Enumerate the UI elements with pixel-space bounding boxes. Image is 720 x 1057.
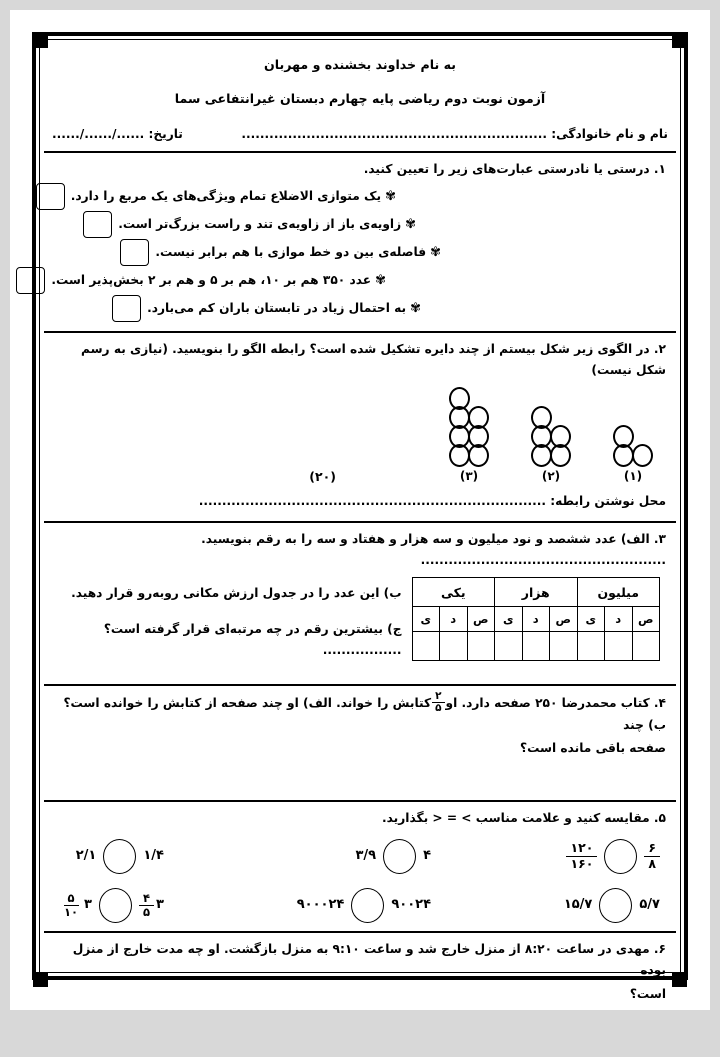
question-5-pair-r1: [564, 839, 660, 874]
place-value-sub-t-sad: ص: [550, 607, 578, 632]
question-5-comparison-grid: [54, 839, 666, 923]
question-2-answer-line[interactable]: محل نوشتن رابطه: ...........................................................................: [198, 494, 666, 509]
question-1-item-4-text: عدد ۳۵۰ هم بر ۱۰، هم بر ۵ و هم بر ۲ بخش‌پذیر است.: [51, 272, 372, 287]
question-3-part-c[interactable]: ج) بیشترین رقم در چه مرتبه‌ای قرار گرفته است؟ .................: [103, 621, 402, 658]
fraction-numerator: ۱۲۰: [566, 841, 597, 856]
question-2-pattern-figures: [54, 385, 666, 485]
place-value-group-thousands: هزار: [495, 578, 578, 607]
question-1-item-3-text: فاصله‌ی بین دو خط موازی با هم برابر نیست.: [155, 244, 427, 259]
fraction-denominator: ۵: [142, 904, 151, 919]
place-value-cell[interactable]: [550, 632, 578, 661]
exam-header: [44, 44, 676, 110]
pattern-figure-3: [450, 389, 488, 484]
question-5-section: [44, 802, 676, 933]
true-false-box-4[interactable]: [16, 267, 45, 294]
place-value-cell[interactable]: [632, 632, 660, 661]
q5-r1-operand-a: [644, 841, 660, 871]
student-identity-row: [44, 116, 676, 153]
flower-bullet-icon: ✾: [410, 300, 421, 316]
question-3-section: [44, 523, 676, 686]
place-value-sub-h-sad: ص: [632, 607, 660, 632]
question-1-item-2: [54, 211, 666, 238]
true-false-box-5[interactable]: [112, 295, 141, 322]
exam-content: [44, 44, 676, 1001]
place-value-sub-t-ye: ی: [495, 607, 523, 632]
place-value-group-millions: میلیون: [577, 578, 660, 607]
fraction-denominator: ۱۶۰: [570, 855, 594, 871]
question-5-pair-m2: [297, 888, 431, 923]
place-value-sub-o-dal: د: [440, 607, 468, 632]
mixed-fraction: [60, 892, 82, 919]
comparison-circle-r1[interactable]: [604, 839, 637, 874]
q5-l1-operand-b: ۲/۱: [75, 847, 97, 863]
fraction-denominator: ۸: [648, 855, 656, 871]
pattern-circle: [613, 444, 634, 467]
q5-m2-operand-b: ۹۰۰۰۲۴: [296, 896, 345, 912]
q5-m1-operand-a: ۴: [423, 847, 432, 863]
comparison-circle-l2[interactable]: [99, 888, 132, 923]
question-3-part-a[interactable]: ۳. الف) عدد ششصد و نود میلیون و سه هزار و هفتاد و سه را به رقم بنویسید. .....................................................: [201, 531, 666, 568]
pattern-circle: [632, 444, 653, 467]
place-value-cell[interactable]: [440, 632, 468, 661]
pattern-1-pair-row: [614, 446, 652, 465]
place-value-sub-o-ye: ی: [412, 607, 440, 632]
flower-bullet-icon: ✾: [430, 244, 441, 260]
flower-bullet-icon: ✾: [385, 188, 396, 204]
q5-m1-operand-b: ۳/۹: [355, 847, 377, 863]
pattern-2-pair-row: [532, 446, 570, 465]
question-4-section: [44, 686, 676, 802]
question-1-item-3: [54, 239, 666, 266]
fraction-numerator: ۴: [139, 892, 154, 906]
place-value-cell[interactable]: [412, 632, 440, 661]
question-2-prompt: ۲. در الگوی زیر شکل بیستم از چند دایره تشکیل شده است؟ رابطه الگو را بنویسید. (نیازی به رسم شکل نیست): [81, 341, 666, 378]
flower-bullet-icon: ✾: [375, 272, 386, 288]
question-3-parts-text: [54, 577, 402, 675]
place-value-sub-h-ye: ی: [577, 607, 605, 632]
question-6-section: [44, 933, 676, 1057]
pattern-target-label: (۲۰): [309, 468, 336, 484]
question-1-prompt: ۱. درستی یا نادرستی عبارت‌های زیر را تعیین کنید.: [363, 162, 666, 177]
q5-r2-operand-b: ۱۵/۷: [563, 896, 593, 912]
question-1-item-5: [54, 295, 666, 322]
true-false-box-2[interactable]: [83, 211, 112, 238]
flower-bullet-icon: ✾: [405, 216, 416, 232]
question-1-item-1: [54, 183, 666, 210]
pattern-3-pair-row: [450, 446, 488, 465]
exam-date-field[interactable]: تاریخ: ....../....../......: [52, 127, 183, 142]
question-1-item-1-text: یک متوازی الاضلاع تمام ویژگی‌های یک مربع را دارد.: [70, 188, 382, 203]
pattern-circle: [531, 444, 552, 467]
question-1-item-2-text: زاویه‌ی باز از زاویه‌ی تند و راست بزرگ‌تر است.: [118, 216, 402, 231]
pattern-figure-3-label: (۳): [459, 469, 479, 484]
q5-r2-operand-a: ۵/۷: [639, 896, 660, 912]
pattern-figure-1-label: (۱): [623, 469, 643, 484]
question-5-pair-l1: [60, 839, 164, 874]
question-1-item-4: [51, 267, 666, 294]
place-value-group-ones: یکی: [412, 578, 495, 607]
pattern-circle: [468, 444, 489, 467]
question-3-body: [54, 577, 666, 675]
q5-l2-operand-a: [139, 892, 164, 919]
place-value-sub-h-dal: د: [605, 607, 633, 632]
fraction-numerator: ۵: [64, 892, 79, 906]
place-value-cell[interactable]: [467, 632, 495, 661]
comparison-circle-r2[interactable]: [599, 888, 632, 923]
q5-r1-operand-b: [566, 841, 597, 871]
fraction-denominator: ۱۰: [64, 904, 79, 919]
exam-title: آزمون نوبت دوم ریاضی پایه چهارم دبستان غیرانتفاعی سما: [174, 91, 546, 107]
place-value-sub-o-sad: ص: [467, 607, 495, 632]
question-4-line-2: صفحه باقی مانده است؟: [520, 740, 666, 755]
question-3-part-b: ب) این عدد را در جدول ارزش مکانی روبه‌رو قرار دهید.: [71, 586, 402, 601]
student-name-field[interactable]: نام و نام خانوادگی: ..................................................................: [241, 127, 668, 142]
pattern-circle: [449, 444, 470, 467]
pattern-figure-2-label: (۲): [541, 469, 561, 484]
true-false-box-1[interactable]: [36, 183, 65, 210]
question-1-section: [44, 153, 676, 332]
comparison-circle-m2[interactable]: [351, 888, 384, 923]
question-5-prompt: ۵. مقایسه کنید و علامت مناسب > = < بگذارید.: [382, 810, 666, 825]
question-2-section: [44, 333, 676, 523]
question-4-text-a: ۴. کتاب محمدرضا ۲۵۰ صفحه دارد. او: [445, 695, 666, 710]
place-value-cell[interactable]: [577, 632, 605, 661]
question-5-column-middle: [297, 839, 431, 923]
fraction-denominator: ۵: [435, 701, 442, 714]
question-5-pair-r2: [564, 888, 660, 923]
question-6-line-1: ۶. مهدی در ساعت ۸:۲۰ از منزل خارج شد و ساعت ۹:۱۰ به منزل بازگشت. او چه مدت خارج از منزل بوده: [72, 941, 666, 978]
q5-m2-operand-a: ۹۰۰۲۴: [391, 896, 432, 912]
place-value-table: [412, 577, 661, 661]
place-value-cell[interactable]: [495, 632, 523, 661]
question-5-column-left: [60, 839, 164, 923]
mixed-whole: ۳: [156, 896, 164, 912]
bismillah-line: به نام خداوند بخشنده و مهربان: [264, 57, 456, 72]
question-6-line-2: است؟: [629, 986, 666, 1001]
question-4-fraction: [432, 691, 444, 714]
question-1-items: [51, 183, 666, 322]
fraction-numerator: ۶: [644, 841, 660, 856]
place-value-group-header-row: [412, 578, 660, 607]
comparison-circle-l1[interactable]: [103, 839, 136, 874]
question-4-text-b: کتابش را خواند. الف) او چند صفحه از کتابش را خوانده است؟ ب) چند: [63, 695, 666, 732]
q5-l2-operand-b: [60, 892, 92, 919]
mixed-fraction: [139, 892, 154, 919]
pattern-circle: [550, 444, 571, 467]
exam-page: [10, 10, 710, 1010]
place-value-entry-row: [412, 632, 660, 661]
question-5-pair-m1: [297, 839, 431, 874]
place-value-cell[interactable]: [605, 632, 633, 661]
place-value-sub-t-dal: د: [522, 607, 550, 632]
pattern-figure-2: [532, 408, 570, 484]
mixed-whole: ۳: [84, 896, 92, 912]
comparison-circle-m1[interactable]: [383, 839, 416, 874]
q5-l1-operand-a: ۱/۴: [143, 847, 164, 863]
question-1-item-5-text: به احتمال زیاد در تابستان باران کم می‌بارد.: [147, 300, 407, 315]
fraction-numerator: ۲: [432, 691, 444, 703]
true-false-box-3[interactable]: [120, 239, 149, 266]
place-value-subheader-row: [412, 607, 660, 632]
question-5-pair-l2: [60, 888, 164, 923]
question-4-line-1: [54, 689, 666, 736]
pattern-figure-1: [614, 427, 652, 484]
place-value-cell[interactable]: [522, 632, 550, 661]
question-5-column-right: [564, 839, 660, 923]
